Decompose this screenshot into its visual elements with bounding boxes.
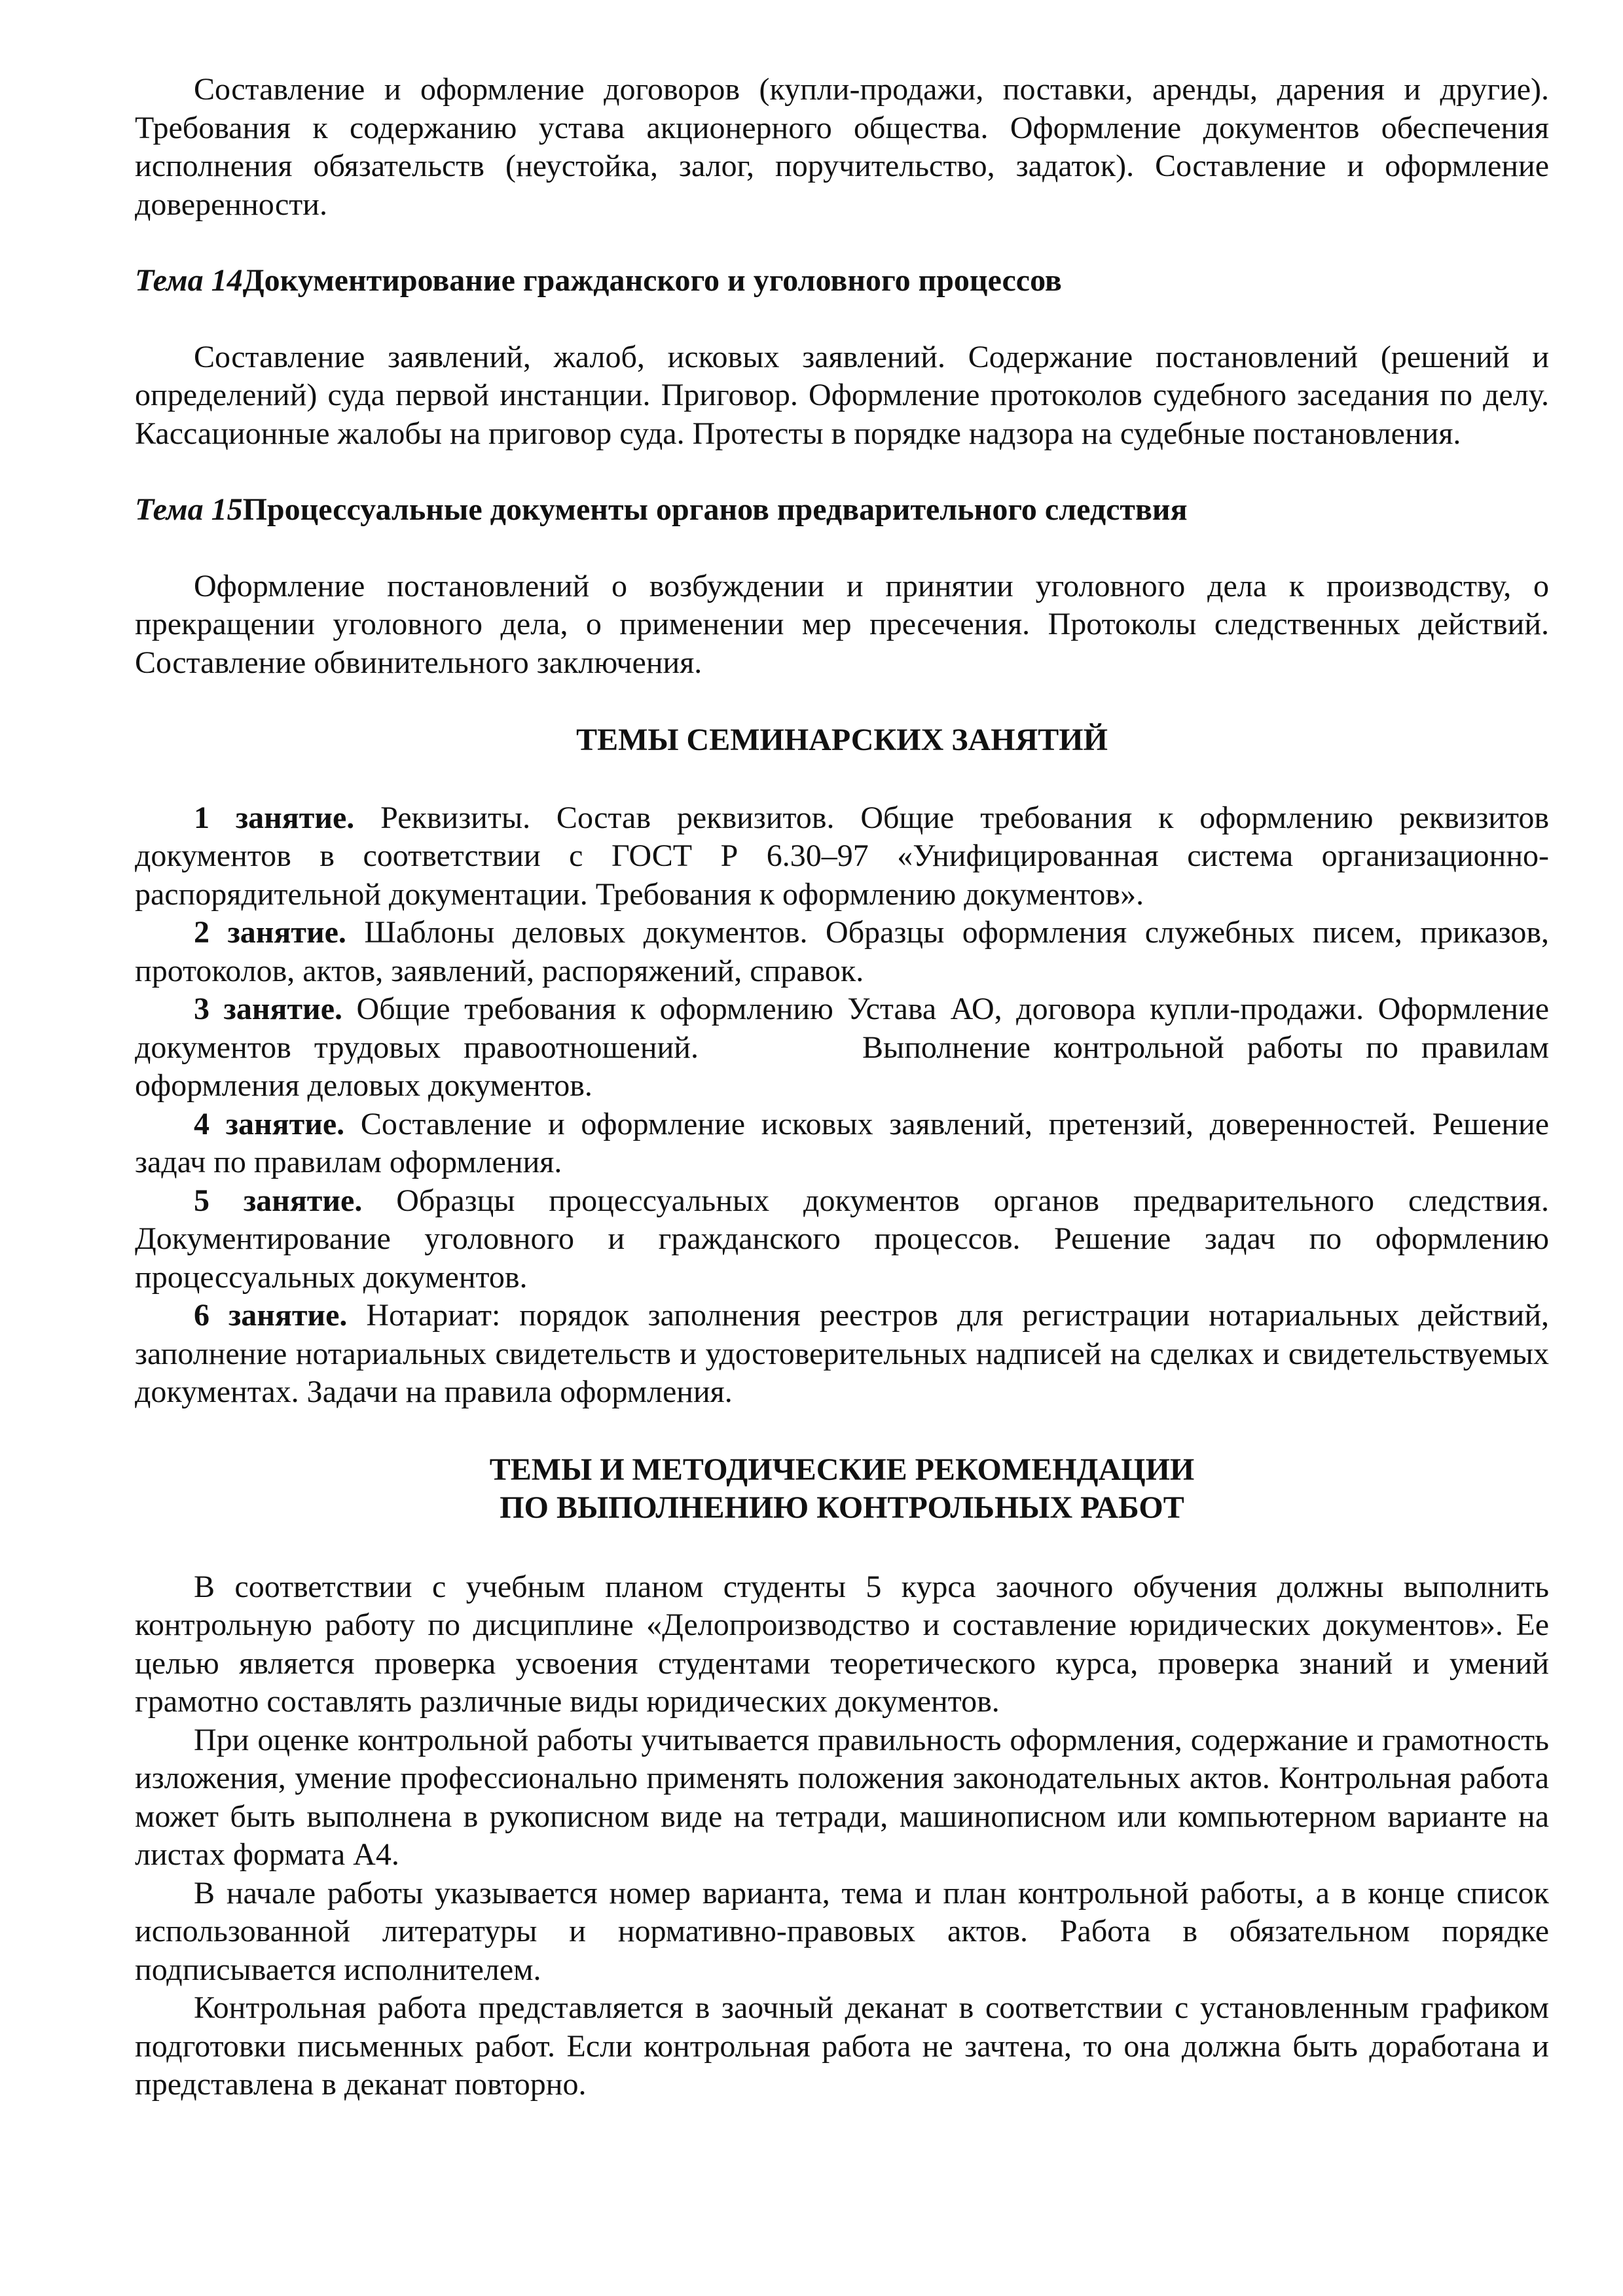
seminars-title: ТЕМЫ СЕМИНАРСКИХ ЗАНЯТИЙ <box>576 723 1108 757</box>
seminar-label: 5 занятие. <box>194 1183 363 1218</box>
theme-15-title: Процессуальные документы органов предварительного следствия <box>242 492 1188 527</box>
document-page <box>135 71 1549 2104</box>
seminar-item <box>135 1297 1549 1412</box>
seminar-item <box>135 1105 1549 1182</box>
methodical-paragraph: В начале работы указывается номер варианта, тема и план контрольной работы, а в конце список использованной литературы и нормативно-правовых актов. Работа в обязательном порядке подписывается исполнителем. <box>135 1875 1549 1987</box>
seminar-label: 4 занятие. <box>194 1106 345 1141</box>
seminar-item <box>135 799 1549 914</box>
theme-14-title: Документирование гражданского и уголовного процессов <box>242 263 1062 298</box>
seminar-label: 1 занятие. <box>194 800 355 835</box>
seminar-text: Нотариат: порядок заполнения реестров для регистрации нотариальных действий, заполнение нотариальных свидетельств и удостоверительных надписей на сделках и свидетельствуемых документах. Задачи на правила оформления. <box>135 1298 1549 1409</box>
seminar-text: Составление и оформление исковых заявлений, претензий, доверенностей. Решение задач по правилам оформления. <box>135 1106 1549 1179</box>
seminar-label: 3 занятие. <box>194 992 342 1026</box>
seminar-item <box>135 914 1549 990</box>
methodical-paragraph: При оценке контрольной работы учитывается правильность оформления, содержание и грамотность изложения, умение профессионально применять положения законодательных актов. Контрольная работа может быть выполнена в рукописном виде на тетради, машинописном или компьютерном варианте на листах формата А4. <box>135 1722 1549 1872</box>
theme-15-text: Оформление постановлений о возбуждении и принятии уголовного дела к производству, о прекращении уголовного дела, о применении мер пресечения. Протоколы следственных действий. Составление обвинительного заключения. <box>135 568 1549 680</box>
seminar-item <box>135 1182 1549 1297</box>
seminar-text-extra: Выполнение контрольной работы по правилам оформления деловых документов. <box>135 1030 1549 1103</box>
theme-15-number: Тема 15 <box>135 492 243 527</box>
intro-paragraph: Составление и оформление договоров (купли-продажи, поставки, аренды, дарения и другие). Требования к содержанию устава акционерного общества. Оформление документов обеспечения исполнения обязательств (неустойка, залог, поручительство, задаток). Составление и оформление доверенности. <box>135 72 1549 222</box>
theme-14-text: Составление заявлений, жалоб, исковых заявлений. Содержание постановлений (решений и определений) суда первой инстанции. Приговор. Оформление протоколов судебного заседания по делу. Кассационные жалобы на приговор суда. Протесты в порядке надзора на судебные постановления. <box>135 339 1549 451</box>
methodical-title-line-1: ТЕМЫ И МЕТОДИЧЕСКИЕ РЕКОМЕНДАЦИИ <box>489 1452 1195 1487</box>
theme-14-number: Тема 14 <box>135 263 243 298</box>
methodical-paragraph: Контрольная работа представляется в заочный деканат в соответствии с установленным графиком подготовки письменных работ. Если контрольная работа не зачтена, то она должна быть доработана и представлена в деканат повторно. <box>135 1990 1549 2102</box>
seminar-label: 6 занятие. <box>194 1298 348 1333</box>
seminar-label: 2 занятие. <box>194 915 346 950</box>
theme-15-heading <box>135 491 1549 529</box>
seminar-item <box>135 990 1549 1105</box>
methodical-title-line-2: ПО ВЫПОЛНЕНИЮ КОНТРОЛЬНЫХ РАБОТ <box>500 1490 1184 1525</box>
methodical-title <box>135 1451 1549 1528</box>
theme-14-heading <box>135 262 1549 300</box>
seminar-text: Образцы процессуальных документов органов предварительного следствия. Документирование уголовного и гражданского процессов. Решение задач по оформлению процессуальных документов. <box>135 1183 1550 1295</box>
methodical-paragraph: В соответствии с учебным планом студенты 5 курса заочного обучения должны выполнить контрольную работу по дисциплине «Делопроизводство и составление юридических документов». Ее целью является проверка усвоения студентами теоретического курса, проверка знаний и умений грамотно составлять различные виды юридических документов. <box>135 1569 1549 1719</box>
seminar-text: Общие требования к оформлению Устава АО, договора купли-продажи. Оформление документов трудовых правоотношений. <box>135 992 1549 1065</box>
seminar-text: Шаблоны деловых документов. Образцы оформления служебных писем, приказов, протоколов, актов, заявлений, распоряжений, справок. <box>135 915 1550 988</box>
seminar-text: Реквизиты. Состав реквизитов. Общие требования к оформлению реквизитов документов в соответствии с ГОСТ Р 6.30–97 «Унифицированная система организационно-распорядительной документации. Требования к оформлению документов». <box>135 800 1550 912</box>
